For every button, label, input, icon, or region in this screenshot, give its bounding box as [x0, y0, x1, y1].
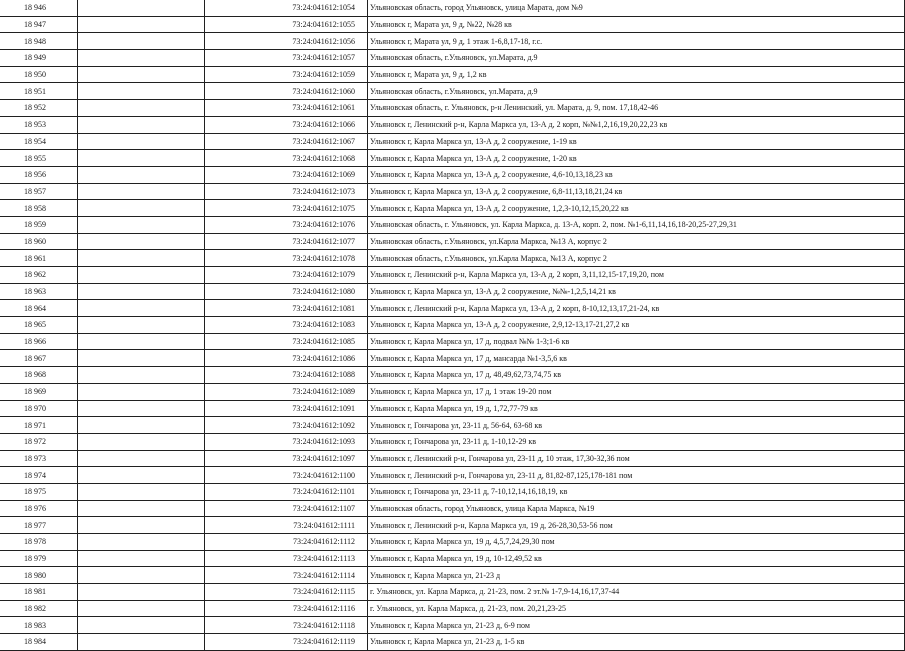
blank-cell [77, 100, 204, 117]
row-number-cell: 18 955 [0, 150, 77, 167]
address-cell: Ульяновская область, г.Ульяновск, ул.Карла Маркса, №13 А, корпус 2 [368, 233, 905, 250]
row-number-cell: 18 978 [0, 534, 77, 551]
cadastral-number-cell: 73:24:041612:1059 [205, 66, 368, 83]
row-number-cell: 18 952 [0, 100, 77, 117]
address-cell: Ульяновск г, Карла Маркса ул, 19 д, 10-12,49,52 кв [368, 550, 905, 567]
blank-cell [77, 216, 204, 233]
blank-cell [77, 433, 204, 450]
blank-cell [77, 33, 204, 50]
row-number-cell: 18 951 [0, 83, 77, 100]
table-row [0, 300, 905, 317]
address-cell: Ульяновск г, Карла Маркса ул, 13-А д, 2 сооружение, 6,8-11,13,18,21,24 кв [368, 183, 905, 200]
blank-cell [77, 0, 204, 16]
address-cell: Ульяновская область, г.Ульяновск, ул.Карла Маркса, №13 А, корпус 2 [368, 250, 905, 267]
address-cell: Ульяновская область, г. Ульяновск, ул. Карла Маркса, д. 13-А, корп. 2, пом. №1-6,11,14,16,18-20,25-27,29,31 [368, 216, 905, 233]
row-number-cell: 18 965 [0, 317, 77, 334]
address-cell: Ульяновск г, Карла Маркса ул, 13-А д, 2 сооружение, №№-1,2,5,14,21 кв [368, 283, 905, 300]
row-number-cell: 18 980 [0, 567, 77, 584]
table-row [0, 0, 905, 16]
row-number-cell: 18 954 [0, 133, 77, 150]
address-cell: Ульяновск г, Ленинский р-н, Гончарова ул, 23-11 д, 10 этаж, 17,30-32,36 пом [368, 450, 905, 467]
cadastral-number-cell: 73:24:041612:1119 [205, 634, 368, 651]
cadastral-number-cell: 73:24:041612:1078 [205, 250, 368, 267]
address-cell: г. Ульяновск, ул. Карла Маркса, д. 21-23, пом. 20,21,23-25 [368, 600, 905, 617]
cadastral-number-cell: 73:24:041612:1107 [205, 500, 368, 517]
blank-cell [77, 16, 204, 33]
address-cell: Ульяновск г, Карла Маркса ул, 13-А д, 2 сооружение, 1-20 кв [368, 150, 905, 167]
blank-cell [77, 317, 204, 334]
address-cell: Ульяновск г, Марата ул, 9 д, №22, №28 кв [368, 16, 905, 33]
table-row [0, 150, 905, 167]
table-row [0, 600, 905, 617]
cadastral-number-cell: 73:24:041612:1057 [205, 50, 368, 67]
blank-cell [77, 483, 204, 500]
cadastral-number-cell: 73:24:041612:1054 [205, 0, 368, 16]
address-cell: Ульяновская область, г.Ульяновск, ул.Марата, д.9 [368, 50, 905, 67]
row-number-cell: 18 969 [0, 383, 77, 400]
table-row [0, 250, 905, 267]
blank-cell [77, 367, 204, 384]
table-row [0, 483, 905, 500]
table-row [0, 350, 905, 367]
address-cell: Ульяновск г, Карла Маркса ул, 17 д, мансарда №1-3,5,6 кв [368, 350, 905, 367]
cadastral-number-cell: 73:24:041612:1111 [205, 517, 368, 534]
table-row [0, 233, 905, 250]
blank-cell [77, 634, 204, 651]
blank-cell [77, 500, 204, 517]
cadastral-number-cell: 73:24:041612:1115 [205, 584, 368, 601]
table-row [0, 33, 905, 50]
address-cell: г. Ульяновск, ул. Карла Маркса, д. 21-23, пом. 2 эт.№ 1-7,9-14,16,17,37-44 [368, 584, 905, 601]
blank-cell [77, 517, 204, 534]
address-cell: Ульяновск г, Гончарова ул, 23-11 д, 7-10,12,14,16,18,19, кв [368, 483, 905, 500]
cadastral-number-cell: 73:24:041612:1080 [205, 283, 368, 300]
row-number-cell: 18 960 [0, 233, 77, 250]
table-row [0, 467, 905, 484]
address-cell: Ульяновск г, Гончарова ул, 23-11 д, 56-64, 63-68 кв [368, 417, 905, 434]
address-cell: Ульяновск г, Марата ул, 9 д, 1,2 кв [368, 66, 905, 83]
cadastral-number-cell: 73:24:041612:1093 [205, 433, 368, 450]
address-cell: Ульяновск г, Карла Маркса ул, 17 д, 1 этаж 19-20 пом [368, 383, 905, 400]
cadastral-number-cell: 73:24:041612:1114 [205, 567, 368, 584]
table-row [0, 116, 905, 133]
address-cell: Ульяновск г, Карла Маркса ул, 17 д, подвал №№ 1-3;1-6 кв [368, 333, 905, 350]
table-row [0, 133, 905, 150]
table-row [0, 50, 905, 67]
cadastral-number-cell: 73:24:041612:1116 [205, 600, 368, 617]
row-number-cell: 18 973 [0, 450, 77, 467]
row-number-cell: 18 958 [0, 200, 77, 217]
row-number-cell: 18 982 [0, 600, 77, 617]
address-cell: Ульяновская область, город Ульяновск, улица Марата, дом №9 [368, 0, 905, 16]
table-row [0, 100, 905, 117]
table-row [0, 166, 905, 183]
blank-cell [77, 333, 204, 350]
blank-cell [77, 467, 204, 484]
row-number-cell: 18 970 [0, 400, 77, 417]
blank-cell [77, 534, 204, 551]
cadastral-number-cell: 73:24:041612:1092 [205, 417, 368, 434]
address-cell: Ульяновск г, Гончарова ул, 23-11 д, 1-10,12-29 кв [368, 433, 905, 450]
row-number-cell: 18 956 [0, 166, 77, 183]
address-cell: Ульяновск г, Марата ул, 9 д, 1 этаж 1-6,8,17-18, г.с. [368, 33, 905, 50]
table-row [0, 183, 905, 200]
blank-cell [77, 50, 204, 67]
table-row [0, 283, 905, 300]
blank-cell [77, 66, 204, 83]
cadastral-number-cell: 73:24:041612:1113 [205, 550, 368, 567]
row-number-cell: 18 975 [0, 483, 77, 500]
address-cell: Ульяновск г, Ленинский р-н, Карла Маркса ул, 19 д, 26-28,30,53-56 пом [368, 517, 905, 534]
cadastral-number-cell: 73:24:041612:1086 [205, 350, 368, 367]
row-number-cell: 18 976 [0, 500, 77, 517]
table-row [0, 534, 905, 551]
address-cell: Ульяновск г, Ленинский р-н, Гончарова ул, 23-11 д, 81,82-87,125,178-181 пом [368, 467, 905, 484]
blank-cell [77, 550, 204, 567]
row-number-cell: 18 948 [0, 33, 77, 50]
cadastral-number-cell: 73:24:041612:1068 [205, 150, 368, 167]
cadastral-number-cell: 73:24:041612:1091 [205, 400, 368, 417]
row-number-cell: 18 972 [0, 433, 77, 450]
blank-cell [77, 300, 204, 317]
blank-cell [77, 383, 204, 400]
address-cell: Ульяновск г, Ленинский р-н, Карла Маркса ул, 13-А д, 2 корп, 3,11,12,15-17,19,20, пом [368, 267, 905, 284]
cadastral-number-cell: 73:24:041612:1077 [205, 233, 368, 250]
table-row [0, 450, 905, 467]
address-cell: Ульяновск г, Карла Маркса ул, 21-23 д, 6-9 пом [368, 617, 905, 634]
blank-cell [77, 617, 204, 634]
row-number-cell: 18 971 [0, 417, 77, 434]
blank-cell [77, 133, 204, 150]
address-cell: Ульяновск г, Карла Маркса ул, 19 д, 4,5,7,24,29,30 пом [368, 534, 905, 551]
cadastral-number-cell: 73:24:041612:1100 [205, 467, 368, 484]
cadastral-number-cell: 73:24:041612:1076 [205, 216, 368, 233]
blank-cell [77, 567, 204, 584]
table-row [0, 617, 905, 634]
cadastral-number-cell: 73:24:041612:1112 [205, 534, 368, 551]
table-row [0, 267, 905, 284]
blank-cell [77, 83, 204, 100]
cadastral-number-cell: 73:24:041612:1101 [205, 483, 368, 500]
cadastral-number-cell: 73:24:041612:1066 [205, 116, 368, 133]
cadastral-number-cell: 73:24:041612:1073 [205, 183, 368, 200]
row-number-cell: 18 947 [0, 16, 77, 33]
blank-cell [77, 166, 204, 183]
blank-cell [77, 267, 204, 284]
blank-cell [77, 350, 204, 367]
address-cell: Ульяновская область, г. Ульяновск, р-н Ленинский, ул. Марата, д. 9, пом. 17,18,42-46 [368, 100, 905, 117]
cadastral-number-cell: 73:24:041612:1118 [205, 617, 368, 634]
address-cell: Ульяновск г, Карла Маркса ул, 19 д, 1,72,77-79 кв [368, 400, 905, 417]
address-cell: Ульяновск г, Карла Маркса ул, 13-А д, 2 сооружение, 1,2,3-10,12,15,20,22 кв [368, 200, 905, 217]
row-number-cell: 18 967 [0, 350, 77, 367]
row-number-cell: 18 979 [0, 550, 77, 567]
table-row [0, 317, 905, 334]
cadastral-number-cell: 73:24:041612:1097 [205, 450, 368, 467]
address-cell: Ульяновск г, Карла Маркса ул, 21-23 д, 1-5 кв [368, 634, 905, 651]
table-row [0, 383, 905, 400]
table-row [0, 517, 905, 534]
cadastral-number-cell: 73:24:041612:1081 [205, 300, 368, 317]
address-cell: Ульяновск г, Карла Маркса ул, 17 д, 48,49,62,73,74,75 кв [368, 367, 905, 384]
row-number-cell: 18 974 [0, 467, 77, 484]
table-row [0, 433, 905, 450]
row-number-cell: 18 961 [0, 250, 77, 267]
address-cell: Ульяновск г, Карла Маркса ул, 13-А д, 2 сооружение, 2,9,12-13,17-21,27,2 кв [368, 317, 905, 334]
cadastral-number-cell: 73:24:041612:1055 [205, 16, 368, 33]
row-number-cell: 18 957 [0, 183, 77, 200]
table-row [0, 550, 905, 567]
cadastral-number-cell: 73:24:041612:1061 [205, 100, 368, 117]
blank-cell [77, 584, 204, 601]
table-row [0, 417, 905, 434]
address-cell: Ульяновск г, Карла Маркса ул, 13-А д, 2 сооружение, 1-19 кв [368, 133, 905, 150]
row-number-cell: 18 949 [0, 50, 77, 67]
blank-cell [77, 233, 204, 250]
row-number-cell: 18 981 [0, 584, 77, 601]
blank-cell [77, 400, 204, 417]
cadastral-number-cell: 73:24:041612:1056 [205, 33, 368, 50]
table-row [0, 500, 905, 517]
cadastral-number-cell: 73:24:041612:1075 [205, 200, 368, 217]
row-number-cell: 18 950 [0, 66, 77, 83]
address-cell: Ульяновск г, Ленинский р-н, Карла Маркса ул, 13-А д, 2 корп, 8-10,12,13,17,21-24, кв [368, 300, 905, 317]
row-number-cell: 18 963 [0, 283, 77, 300]
blank-cell [77, 600, 204, 617]
cadastral-number-cell: 73:24:041612:1069 [205, 166, 368, 183]
table-row [0, 16, 905, 33]
address-cell: Ульяновская область, город Ульяновск, улица Карла Маркса, №19 [368, 500, 905, 517]
table-row [0, 367, 905, 384]
blank-cell [77, 450, 204, 467]
row-number-cell: 18 966 [0, 333, 77, 350]
row-number-cell: 18 983 [0, 617, 77, 634]
cadastral-number-cell: 73:24:041612:1079 [205, 267, 368, 284]
row-number-cell: 18 984 [0, 634, 77, 651]
blank-cell [77, 200, 204, 217]
address-cell: Ульяновская область, г.Ульяновск, ул.Марата, д.9 [368, 83, 905, 100]
blank-cell [77, 116, 204, 133]
blank-cell [77, 183, 204, 200]
row-number-cell: 18 946 [0, 0, 77, 16]
row-number-cell: 18 953 [0, 116, 77, 133]
cadastral-number-cell: 73:24:041612:1088 [205, 367, 368, 384]
blank-cell [77, 150, 204, 167]
cadastral-number-cell: 73:24:041612:1060 [205, 83, 368, 100]
table-row [0, 66, 905, 83]
address-cell: Ульяновск г, Карла Маркса ул, 21-23 д [368, 567, 905, 584]
row-number-cell: 18 959 [0, 216, 77, 233]
table-row [0, 400, 905, 417]
blank-cell [77, 283, 204, 300]
row-number-cell: 18 964 [0, 300, 77, 317]
cadastral-number-cell: 73:24:041612:1083 [205, 317, 368, 334]
blank-cell [77, 417, 204, 434]
cadastral-number-cell: 73:24:041612:1067 [205, 133, 368, 150]
cadastral-number-cell: 73:24:041612:1089 [205, 383, 368, 400]
row-number-cell: 18 962 [0, 267, 77, 284]
row-number-cell: 18 968 [0, 367, 77, 384]
table-row [0, 333, 905, 350]
table-row [0, 584, 905, 601]
table-row [0, 567, 905, 584]
cadastral-number-cell: 73:24:041612:1085 [205, 333, 368, 350]
address-cell: Ульяновск г, Ленинский р-н, Карла Маркса ул, 13-А д, 2 корп, №№1,2,16,19,20,22,23 кв [368, 116, 905, 133]
row-number-cell: 18 977 [0, 517, 77, 534]
table-row [0, 216, 905, 233]
table-row [0, 634, 905, 651]
table-row [0, 83, 905, 100]
blank-cell [77, 250, 204, 267]
address-cell: Ульяновск г, Карла Маркса ул, 13-А д, 2 сооружение, 4,6-10,13,18,23 кв [368, 166, 905, 183]
table-row [0, 200, 905, 217]
